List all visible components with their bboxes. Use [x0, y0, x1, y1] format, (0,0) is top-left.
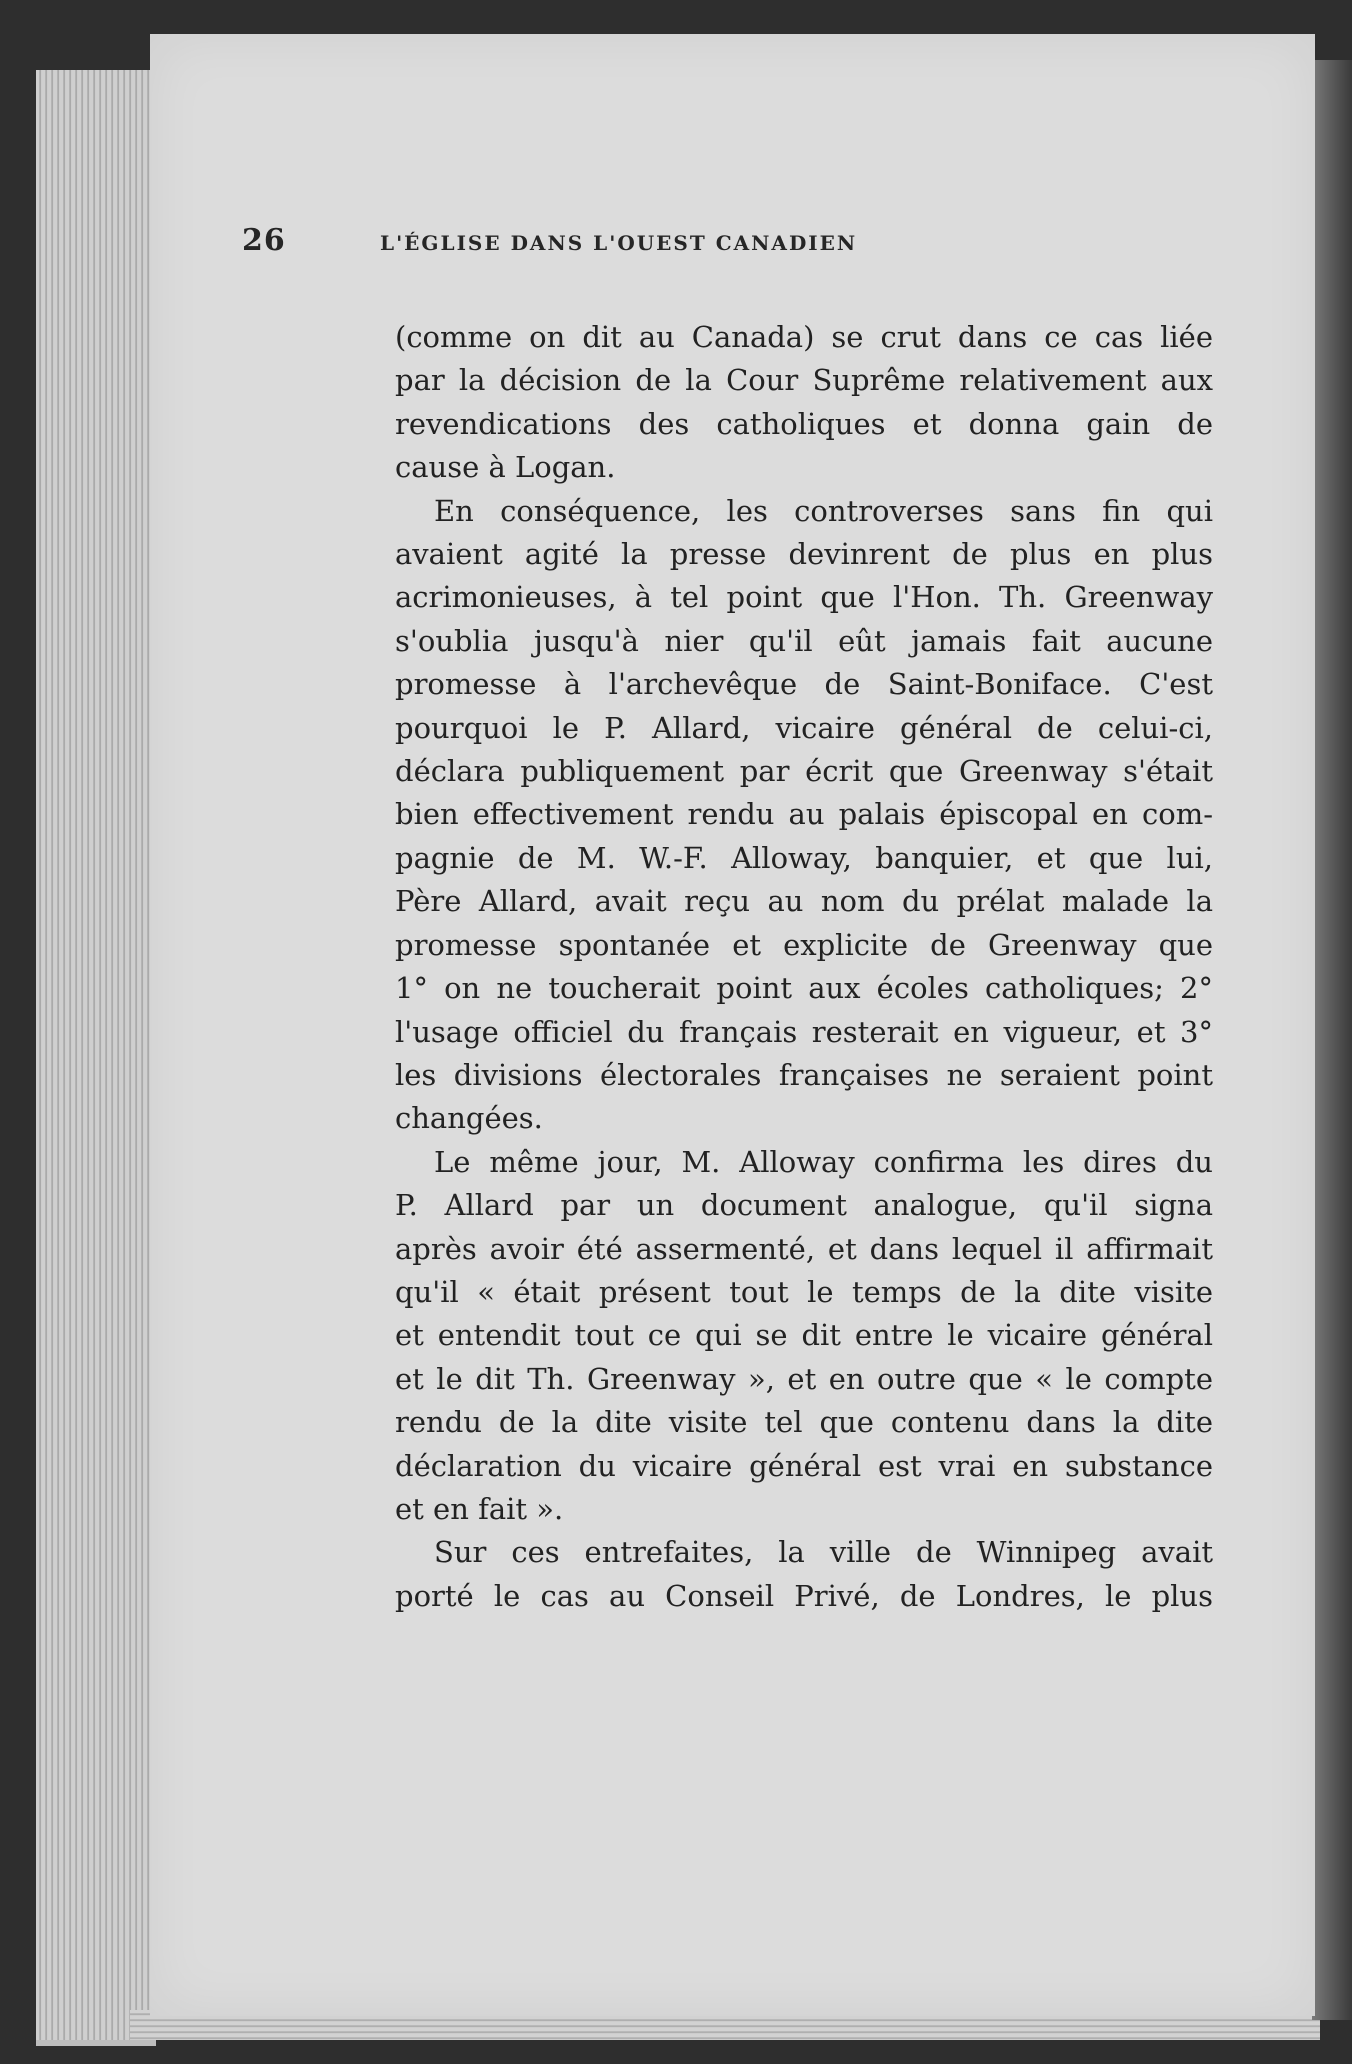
- text-line: changées.: [395, 1101, 543, 1136]
- text-line: Sur ces entrefaites, la ville de Winnipeg avait: [434, 1535, 1213, 1570]
- text-line: Le même jour, M. Alloway confirma les dires du: [434, 1144, 1213, 1179]
- text-line: revendications des catholiques et donna gain de: [395, 406, 1213, 441]
- text-line: s'oublia jusqu'à nier qu'il eût jamais fait aucune: [395, 623, 1213, 658]
- page-header: [242, 195, 1122, 258]
- text-line: Père Allard, avait reçu au nom du prélat malade la: [395, 884, 1213, 919]
- text-line: pourquoi le P. Allard, vicaire général de celui-ci,: [395, 710, 1213, 745]
- text-line: et entendit tout ce qui se dit entre le vicaire général: [395, 1318, 1213, 1353]
- text-line: pagnie de M. W.-F. Alloway, banquier, et que lui,: [395, 840, 1213, 875]
- text-line: qu'il « était présent tout le temps de la dite visite: [395, 1274, 1213, 1309]
- text-line: rendu de la dite visite tel que contenu dans la dite: [395, 1405, 1213, 1440]
- page-number: 26: [242, 223, 286, 258]
- text-line: porté le cas au Conseil Privé, de Londres, le plus: [395, 1578, 1213, 1613]
- text-line: par la décision de la Cour Suprême relativement aux: [395, 363, 1213, 398]
- text-line: et le dit Th. Greenway », et en outre que « le compte: [395, 1361, 1213, 1396]
- text-line: promesse spontanée et explicite de Greenway que: [395, 927, 1213, 962]
- text-line: bien effectivement rendu au palais épiscopal en com-: [395, 797, 1213, 832]
- text-line: déclara publiquement par écrit que Greenway s'était: [395, 754, 1213, 789]
- text-line: avaient agité la presse devinrent de plus en plus: [395, 537, 1213, 572]
- text-line: les divisions électorales françaises ne seraient point: [395, 1057, 1213, 1092]
- body-text: [395, 316, 1213, 1618]
- text-line: acrimonieuses, à tel point que l'Hon. Th. Greenway: [395, 580, 1213, 615]
- page-stack-edges: [36, 70, 156, 2046]
- text-line: et en fait ».: [395, 1491, 564, 1526]
- text-line: cause à Logan.: [395, 450, 616, 485]
- text-line: déclaration du vicaire général est vrai en substance: [395, 1448, 1213, 1483]
- running-title: L'ÉGLISE DANS L'OUEST CANADIEN: [380, 231, 858, 255]
- text-line: après avoir été assermenté, et dans lequel il affirmait: [395, 1231, 1213, 1266]
- text-line: P. Allard par un document analogue, qu'il signa: [395, 1188, 1213, 1223]
- binding-shadow: [1312, 60, 1352, 2020]
- text-line: En conséquence, les controverses sans fin qui: [434, 493, 1213, 528]
- text-line: promesse à l'archevêque de Saint-Boniface. C'est: [395, 667, 1213, 702]
- text-line: (comme on dit au Canada) se crut dans ce cas liée: [395, 320, 1213, 354]
- text-line: l'usage officiel du français resterait en vigueur, et 3°: [395, 1014, 1213, 1049]
- text-line: 1° on ne toucherait point aux écoles catholiques; 2°: [395, 971, 1213, 1006]
